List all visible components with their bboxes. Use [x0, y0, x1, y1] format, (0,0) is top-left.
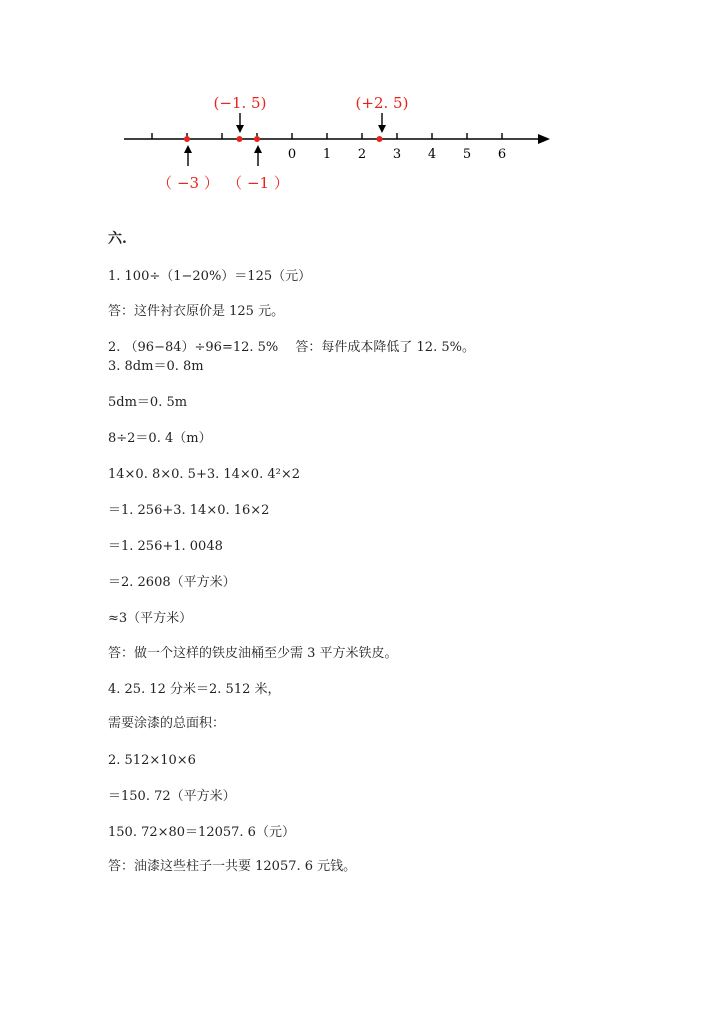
label-neg-1-5: (−1. 5) — [213, 94, 267, 112]
solution-line: 4. 25. 12 分米＝2. 512 米， — [108, 682, 281, 697]
tick-label: 4 — [427, 147, 437, 162]
solution-line: 2. 512×10×6 — [108, 753, 196, 768]
arrow-up-head-icon — [184, 145, 192, 153]
section-title: 六. — [108, 231, 127, 247]
tick-label: 3 — [392, 147, 402, 162]
number-line-point — [184, 136, 190, 142]
number-line-point — [377, 136, 383, 142]
arrow-down-head-icon — [236, 125, 244, 133]
solution-line: ＝150. 72（平方米） — [108, 789, 236, 804]
number-line-point — [237, 136, 243, 142]
tick-label: 1 — [322, 147, 332, 162]
axis-arrow-icon — [538, 134, 550, 144]
solution-line: 答：油漆这些柱子一共要 12057. 6 元钱。 — [108, 859, 357, 874]
solution-line: ＝2. 2608（平方米） — [108, 575, 236, 590]
solution-line: 答：做一个这样的铁皮油桶至少需 3 平方米铁皮。 — [108, 646, 398, 661]
solution-line: 1. 100÷（1−20%）＝125（元） — [108, 269, 312, 284]
label-pos-2-5: (+2. 5) — [355, 94, 409, 112]
solution-line: 2. （96−84）÷96=12. 5% 答：每件成本降低了 12. 5%。 — [108, 340, 475, 355]
solution-line: ＝1. 256+3. 14×0. 16×2 — [108, 503, 270, 518]
number-line-figure — [0, 0, 720, 200]
tick-label: 5 — [462, 147, 472, 162]
label-neg-1: （ −1 ） — [227, 174, 289, 192]
tick-marks — [152, 133, 502, 139]
arrow-up-head-icon — [254, 145, 262, 153]
solution-line: 需要涂漆的总面积： — [108, 716, 226, 731]
solution-line: 8÷2＝0. 4（m） — [108, 431, 212, 446]
arrow-down-head-icon — [378, 125, 386, 133]
solution-line: 14×0. 8×0. 5+3. 14×0. 4²×2 — [108, 467, 300, 482]
solution-line: 答：这件衬衣原价是 125 元。 — [108, 304, 285, 319]
tick-label: 2 — [357, 147, 367, 162]
tick-label: 6 — [497, 147, 507, 162]
tick-label: 0 — [287, 147, 297, 162]
solution-line: ≈3（平方米） — [108, 611, 193, 626]
label-neg-3: （ −3 ） — [157, 174, 219, 192]
solution-line: 150. 72×80＝12057. 6（元） — [108, 825, 295, 840]
solution-line: ＝1. 256+1. 0048 — [108, 539, 223, 554]
solution-line: 5dm＝0. 5m — [108, 395, 188, 410]
solution-line: 3. 8dm＝0. 8m — [108, 359, 204, 374]
number-line-point — [254, 136, 260, 142]
tick-labels — [288, 147, 506, 162]
